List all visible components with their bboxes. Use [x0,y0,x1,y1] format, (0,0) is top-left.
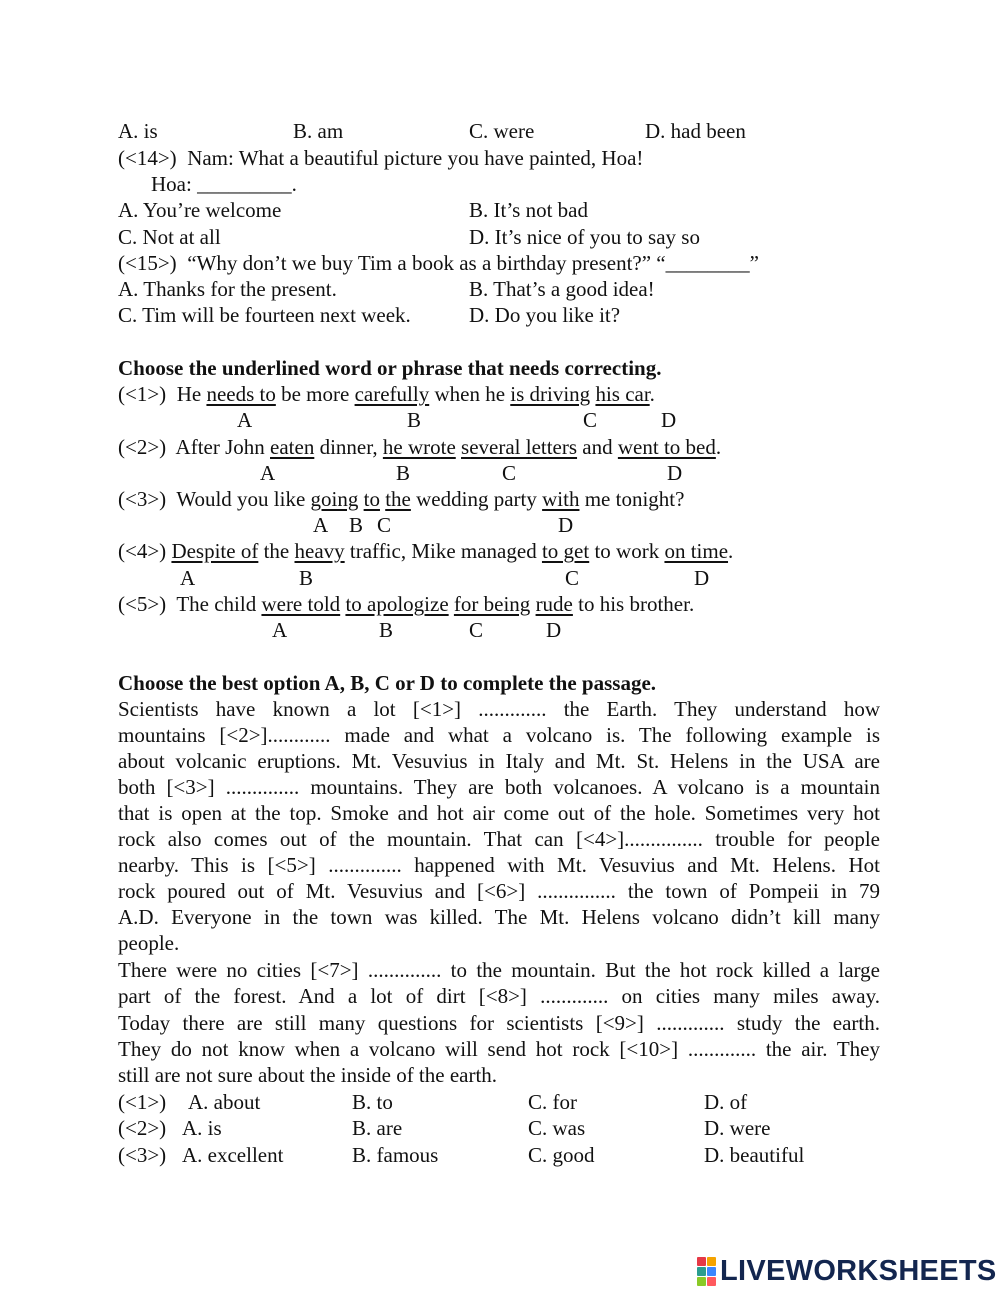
letter-a: A [260,461,276,485]
sentence-text: He [176,382,207,406]
underlined-d: went to bed [617,435,716,459]
logo-square [707,1257,716,1266]
underlined-d: rude [535,592,573,616]
passage-line: still are not sure about the inside of the earth. [118,1063,498,1087]
sentence-number: (<5>) [118,592,167,616]
letter-c: C [565,566,580,590]
logo-text: LIVEWORKSHEETS [720,1254,997,1287]
passage-q2-option-c: C. was [528,1116,586,1140]
passage-q2-option-b: B. are [352,1116,403,1140]
sentence-text: . [649,382,655,406]
letter-a: A [180,566,196,590]
logo-square [707,1267,716,1276]
passage-q3-option-d: D. beautiful [704,1143,805,1167]
sentence-text: Would you like [176,487,311,511]
passage-line: both [<3>] .............. mountains. They are both volcanoes. A volcano is a mountain [118,775,880,799]
q13-option-c: C. were [469,119,535,143]
sentence-text: . [715,435,722,459]
q14-text: Nam: What a beautiful picture you have painted, Hoa! [187,146,644,170]
sentence-number: (<2>) [118,435,167,459]
passage-line: rock also comes out of the mountain. That can [<4>]............... trouble for people [118,827,880,851]
underlined-a: needs to [206,382,276,406]
sentence-text: to his brother. [572,592,695,616]
error-section-heading: Choose the underlined word or phrase that needs correcting. [118,356,662,380]
passage-line: people. [118,931,180,955]
logo-square [697,1267,706,1276]
underlined-c: for being [453,592,531,616]
underlined-b: he wrote [382,435,456,459]
sentence-text: be more [275,382,355,406]
underlined-d: his car [595,382,650,406]
error-sentence-2 [118,434,721,460]
passage-line: nearby. This is [<5>] .............. happened with Mt. Vesuvius and Mt. Helens. Hot [118,853,880,877]
q14-option-b: B. It’s not bad [469,198,588,222]
sentence-number: (<4>) [118,539,167,563]
q13-option-a: A. is [118,119,158,143]
passage-q2-number: (<2>) [118,1116,167,1140]
q15-number: (<15>) [118,251,177,275]
passage-line: rock poured out of Mt. Vesuvius and [<6>] ............... the town of Pompeii in 79 [118,879,880,903]
letter-c: C [502,461,517,485]
logo-square [707,1277,716,1286]
sentence-text: wedding party [410,487,543,511]
letter-c: C [377,513,392,537]
letter-c: C [469,618,484,642]
sentence-text: . [728,539,734,563]
sentence-number: (<3>) [118,487,167,511]
underlined-a: eaten [270,435,315,459]
underlined-b: carefully [354,382,430,406]
sentence-text: After John [175,435,271,459]
passage-q3-option-a: A. excellent [182,1143,284,1167]
error-sentence-1 [118,381,655,407]
underlined-d: with [542,487,580,511]
sentence-text: me tonight? [579,487,685,511]
underlined-c: to get [541,539,590,563]
q14-reply: Hoa: _________. [151,172,297,196]
error-sentence-4 [118,538,733,564]
sentence-text: traffic, Mike managed [344,539,542,563]
passage-q3-option-b: B. famous [352,1143,439,1167]
q15-option-b: B. That’s a good idea! [469,277,655,301]
passage-q3-option-c: C. good [528,1143,595,1167]
passage-line: There were no cities [<7>] .............. to the mountain. But the hot rock killed a large [118,958,880,982]
passage-q1-option-d: D. of [704,1090,748,1114]
q13-option-d: D. had been [645,119,746,143]
passage-q1-option-a: A. about [188,1090,261,1114]
letter-a: A [237,408,253,432]
q14-question [118,145,643,171]
sentence-text: when he [429,382,511,406]
sentence-text: The child [176,592,262,616]
passage-line: A.D. Everyone in the town was killed. The Mt. Helens volcano didn’t kill many [118,905,880,929]
underlined-b: to apologize [345,592,449,616]
underlined-c: several letters [461,435,578,459]
passage-line: part of the forest. And a lot of dirt [<8>] ............. on cities many miles away. [118,984,880,1008]
liveworksheets-logo [697,1256,997,1286]
underlined-c: is driving [510,382,591,406]
underlined-b: heavy [294,539,345,563]
error-sentence-3 [118,486,684,512]
underlined-c: the [385,487,411,511]
passage-line: that is open at the top. Smoke and hot air come out of the hole. Sometimes very hot [118,801,880,825]
passage-q3-number: (<3>) [118,1143,167,1167]
sentence-text: dinner, [314,435,383,459]
passage-q2-option-a: A. is [182,1116,222,1140]
passage-line: about volcanic eruptions. Mt. Vesuvius in Italy and Mt. St. Helens in the USA are [118,749,880,773]
passage-q1-option-c: C. for [528,1090,577,1114]
passage-line: Today there are still many questions for scientists [<9>] ............. study the earth. [118,1011,880,1035]
letter-c: C [583,408,598,432]
q14-number: (<14>) [118,146,177,170]
underlined-a: Despite of [171,539,259,563]
q15-question [118,250,759,276]
letter-d: D [558,513,574,537]
passage-section-heading: Choose the best option A, B, C or D to complete the passage. [118,671,657,695]
letter-d: D [661,408,677,432]
passage-line: mountains [<2>]............ made and what a volcano is. The following example is [118,723,880,747]
letter-b: B [396,461,411,485]
passage-q1-number: (<1>) [118,1090,167,1114]
error-sentence-5 [118,591,694,617]
letter-d: D [694,566,710,590]
sentence-text: to work [589,539,665,563]
q14-option-c: C. Not at all [118,225,221,249]
passage-line: Scientists have known a lot [<1>] ............. the Earth. They understand how [118,697,880,721]
passage-line: They do not know when a volcano will send hot rock [<10>] ............. the air. They [118,1037,880,1061]
passage-q1-option-b: B. to [352,1090,393,1114]
logo-mark-icon [697,1257,716,1286]
sentence-text: and [577,435,618,459]
sentence-number: (<1>) [118,382,167,406]
q15-option-d: D. Do you like it? [469,303,621,327]
underlined-b: to [363,487,380,511]
underlined-a: were told [261,592,341,616]
letter-a: A [272,618,288,642]
q13-option-b: B. am [293,119,344,143]
q14-option-d: D. It’s nice of you to say so [469,225,700,249]
sentence-text: the [258,539,295,563]
q15-option-c: C. Tim will be fourteen next week. [118,303,411,327]
passage-q2-option-d: D. were [704,1116,771,1140]
letter-b: B [299,566,314,590]
letter-a: A [313,513,329,537]
logo-square [697,1257,706,1266]
letter-d: D [667,461,683,485]
letter-d: D [546,618,562,642]
q14-option-a: A. You’re welcome [118,198,282,222]
q15-option-a: A. Thanks for the present. [118,277,337,301]
letter-b: B [349,513,364,537]
letter-b: B [379,618,394,642]
q15-text: “Why don’t we buy Tim a book as a birthday present?” “________” [187,251,759,275]
underlined-a: going [310,487,359,511]
underlined-d: on time [664,539,729,563]
letter-b: B [407,408,422,432]
logo-square [697,1277,706,1286]
